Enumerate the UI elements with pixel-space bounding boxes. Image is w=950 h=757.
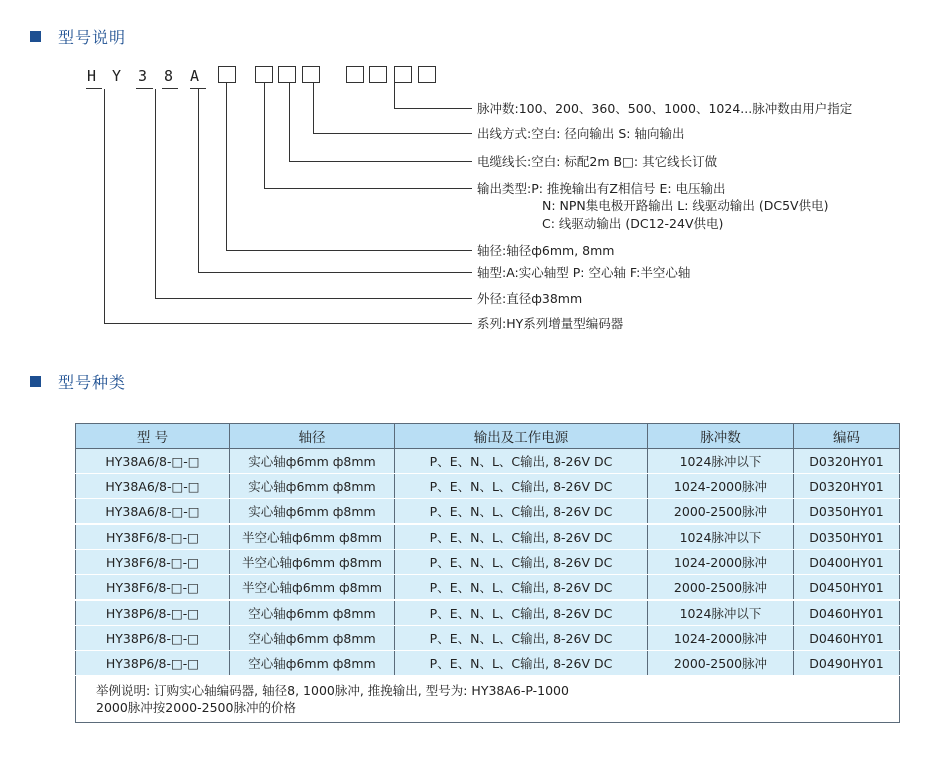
cell-shaft: 实心轴ф6mm ф8mm	[230, 474, 395, 499]
cell-output: P、E、N、L、C输出, 8-26V DC	[395, 449, 648, 474]
cell-shaft: 实心轴ф6mm ф8mm	[230, 499, 395, 525]
code-char-y: Y	[112, 67, 122, 85]
cell-model: HY38F6/8-□-□	[76, 524, 230, 550]
legend-output-type: 输出类型:P: 推挽输出有Z相信号 E: 电压输出	[477, 181, 726, 196]
note-line-1: 举例说明: 订购实心轴编码器, 轴径8, 1000脉冲, 推挽输出, 型号为: HY38A6-P-1000	[96, 683, 569, 698]
cell-output: P、E、N、L、C输出, 8-26V DC	[395, 499, 648, 525]
table-header-row	[76, 424, 900, 449]
cell-model: HY38A6/8-□-□	[76, 474, 230, 499]
table-row	[76, 449, 900, 474]
code-box-cable	[279, 67, 296, 83]
cell-pulse: 1024脉冲以下	[648, 524, 794, 550]
table-row	[76, 575, 900, 601]
header-output-power: 输出及工作电源	[395, 424, 648, 449]
code-box-pulse-4	[419, 67, 436, 83]
cell-code: D0460HY01	[794, 600, 900, 626]
legend-shaft-type: 轴型:A:实心轴型 P: 空心轴 F:半空心轴	[477, 265, 691, 280]
cell-shaft: 半空心轴ф6mm ф8mm	[230, 550, 395, 575]
cell-pulse: 2000-2500脉冲	[648, 575, 794, 601]
cell-shaft: 半空心轴ф6mm ф8mm	[230, 575, 395, 601]
cell-shaft: 半空心轴ф6mm ф8mm	[230, 524, 395, 550]
table-row	[76, 626, 900, 651]
cell-code: D0350HY01	[794, 524, 900, 550]
code-char-3: 3	[138, 67, 148, 85]
code-char-8: 8	[164, 67, 174, 85]
code-box-pulse-1	[347, 67, 364, 83]
code-box-pulse-2	[370, 67, 387, 83]
table-note-row	[76, 676, 900, 723]
cell-output: P、E、N、L、C输出, 8-26V DC	[395, 474, 648, 499]
table-row	[76, 524, 900, 550]
legend-output-type-n-l: N: NPN集电极开路输出 L: 线驱动输出 (DC5V供电)	[542, 198, 829, 213]
cell-output: P、E、N、L、C输出, 8-26V DC	[395, 575, 648, 601]
table-row	[76, 499, 900, 525]
section-model-types-header	[30, 371, 126, 391]
cell-shaft: 空心轴ф6mm ф8mm	[230, 651, 395, 676]
cell-model: HY38P6/8-□-□	[76, 600, 230, 626]
cell-pulse: 1024-2000脉冲	[648, 474, 794, 499]
cell-code: D0490HY01	[794, 651, 900, 676]
section-marker-icon	[30, 376, 41, 387]
cell-code: D0320HY01	[794, 449, 900, 474]
cell-output: P、E、N、L、C输出, 8-26V DC	[395, 626, 648, 651]
cell-shaft: 空心轴ф6mm ф8mm	[230, 600, 395, 626]
header-shaft-diameter: 轴径	[230, 424, 395, 449]
model-types-table	[75, 423, 900, 723]
cell-code: D0400HY01	[794, 550, 900, 575]
cell-pulse: 1024-2000脉冲	[648, 550, 794, 575]
header-code: 编码	[794, 424, 900, 449]
table-row	[76, 600, 900, 626]
code-box-outlet	[303, 67, 320, 83]
cell-model: HY38P6/8-□-□	[76, 651, 230, 676]
table-body	[76, 449, 900, 723]
cell-pulse: 2000-2500脉冲	[648, 651, 794, 676]
legend-outer-diameter: 外径:直径ф38mm	[477, 291, 583, 306]
table-row	[76, 651, 900, 676]
legend-output-type-c: C: 线驱动输出 (DC12-24V供电)	[542, 216, 724, 231]
section-title: 型号说明	[58, 27, 127, 47]
cell-model: HY38A6/8-□-□	[76, 499, 230, 525]
legend-cable-length: 电缆线长:空白: 标配2m B□: 其它线长订做	[477, 154, 718, 169]
section-title: 型号种类	[58, 372, 127, 392]
cell-pulse: 1024-2000脉冲	[648, 626, 794, 651]
header-pulse-count: 脉冲数	[648, 424, 794, 449]
legend-shaft-diameter: 轴径:轴径ф6mm, 8mm	[477, 243, 615, 258]
cell-code: D0350HY01	[794, 499, 900, 525]
table-row	[76, 474, 900, 499]
cell-pulse: 1024脉冲以下	[648, 600, 794, 626]
cell-model: HY38A6/8-□-□	[76, 449, 230, 474]
cell-shaft: 实心轴ф6mm ф8mm	[230, 449, 395, 474]
code-box-pulse-3	[395, 67, 412, 83]
cell-pulse: 1024脉冲以下	[648, 449, 794, 474]
cell-pulse: 2000-2500脉冲	[648, 499, 794, 525]
legend-series: 系列:HY系列增量型编码器	[477, 316, 624, 331]
legend-pulse-count: 脉冲数:100、200、360、500、1000、1024...脉冲数由用户指定	[477, 101, 853, 116]
cell-output: P、E、N、L、C输出, 8-26V DC	[395, 600, 648, 626]
cell-output: P、E、N、L、C输出, 8-26V DC	[395, 651, 648, 676]
legend-outlet-direction: 出线方式:空白: 径向输出 S: 轴向输出	[477, 126, 685, 141]
code-char-a: A	[190, 67, 200, 85]
cell-output: P、E、N、L、C输出, 8-26V DC	[395, 550, 648, 575]
cell-model: HY38F6/8-□-□	[76, 550, 230, 575]
cell-code: D0450HY01	[794, 575, 900, 601]
note-line-2: 2000脉冲按2000-2500脉冲的价格	[96, 700, 296, 715]
cell-output: P、E、N、L、C输出, 8-26V DC	[395, 524, 648, 550]
cell-code: D0460HY01	[794, 626, 900, 651]
model-code-diagram	[0, 0, 950, 360]
table-row	[76, 550, 900, 575]
code-box-output-type	[256, 67, 273, 83]
code-char-h: H	[87, 67, 97, 85]
cell-shaft: 空心轴ф6mm ф8mm	[230, 626, 395, 651]
cell-code: D0320HY01	[794, 474, 900, 499]
cell-model: HY38F6/8-□-□	[76, 575, 230, 601]
code-box-shaft-dia	[219, 67, 236, 83]
order-example-note	[76, 676, 900, 723]
cell-model: HY38P6/8-□-□	[76, 626, 230, 651]
header-model: 型 号	[76, 424, 230, 449]
